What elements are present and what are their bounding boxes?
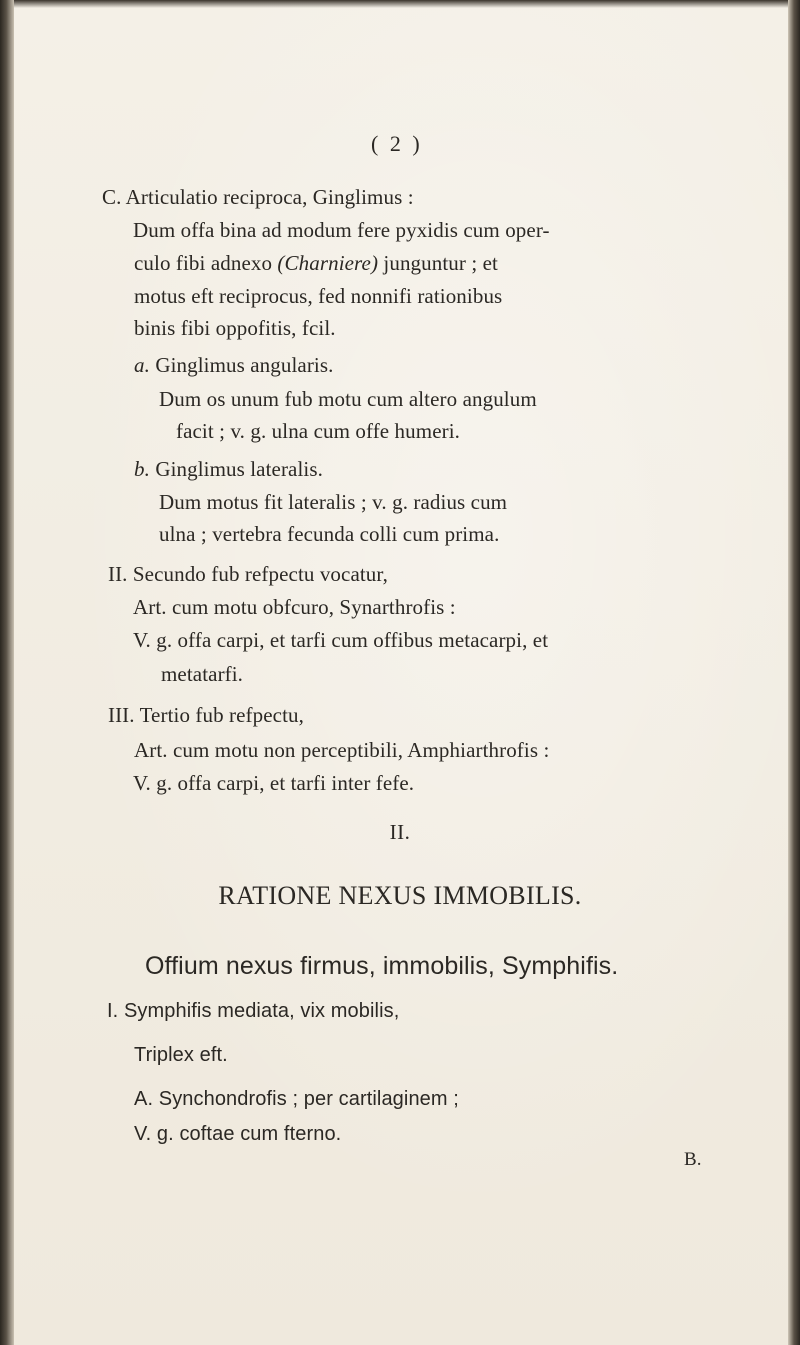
item-i-heading: I. Symphifis mediata, vix mobilis, — [107, 1000, 400, 1022]
item-i-a-example: V. g. coftae cum fterno. — [134, 1123, 342, 1145]
sub-b-heading — [134, 459, 323, 480]
section-iii-heading: III. Tertio fub refpectu, — [108, 703, 304, 727]
section-ii-heading: II. Secundo fub refpectu vocatur, — [108, 562, 389, 586]
item-i-a-heading: A. Synchondrofis ; per cartilaginem ; — [134, 1088, 459, 1110]
charniere-term: (Charniere) — [277, 251, 379, 275]
sub-a-label: a. — [134, 353, 150, 377]
part-ii-intro: Offium nexus firmus, immobilis, Symphifis. — [145, 952, 619, 980]
sub-b-label: b. — [134, 457, 150, 481]
sub-a-heading — [134, 355, 333, 376]
section-c-line-1: Dum offa bina ad modum fere pyxidis cum oper- — [133, 218, 550, 242]
section-ii-line-2: V. g. offa carpi, et tarfi cum offibus metacarpi, et — [133, 628, 549, 652]
sub-a-line-2: facit ; v. g. ulna cum offe humeri. — [176, 419, 460, 443]
page-number: ( 2 ) — [371, 131, 423, 156]
sub-b-line-1: Dum motus fit lateralis ; v. g. radius cum — [159, 490, 508, 514]
section-ii-line-3: metatarfi. — [161, 662, 244, 686]
section-c-line-2 — [134, 253, 498, 274]
part-ii-numeral: II. — [389, 820, 411, 844]
section-ii-line-1: Art. cum motu obfcuro, Synarthrofis : — [133, 595, 456, 619]
section-iii-line-1: Art. cum motu non perceptibili, Amphiarthrofis : — [134, 738, 550, 762]
section-c-line-2b: junguntur ; et — [383, 251, 498, 275]
part-ii-title: RATIONE NEXUS IMMOBILIS. — [218, 881, 582, 910]
sub-a-title: Ginglimus angularis. — [155, 353, 334, 377]
sub-b-title: Ginglimus lateralis. — [155, 457, 323, 481]
sub-a-line-1: Dum os unum fub motu cum altero angulum — [159, 387, 537, 411]
section-c-line-2a: culo fibi adnexo — [134, 251, 273, 275]
section-c-heading: C. Articulatio reciproca, Ginglimus : — [102, 185, 414, 209]
item-i-triplex: Triplex eft. — [134, 1044, 228, 1066]
page-top-edge — [0, 0, 800, 8]
binding-right-edge — [788, 0, 800, 1345]
sub-b-line-2: ulna ; vertebra fecunda colli cum prima. — [159, 522, 500, 546]
section-c-line-4: binis fibi oppofitis, fcil. — [134, 316, 336, 340]
catch-word: B. — [684, 1149, 702, 1170]
section-c-line-3: motus eft reciprocus, fed nonnifi rationibus — [134, 284, 503, 308]
section-iii-line-2: V. g. offa carpi, et tarfi inter fefe. — [133, 771, 415, 795]
binding-left-edge — [0, 0, 14, 1345]
